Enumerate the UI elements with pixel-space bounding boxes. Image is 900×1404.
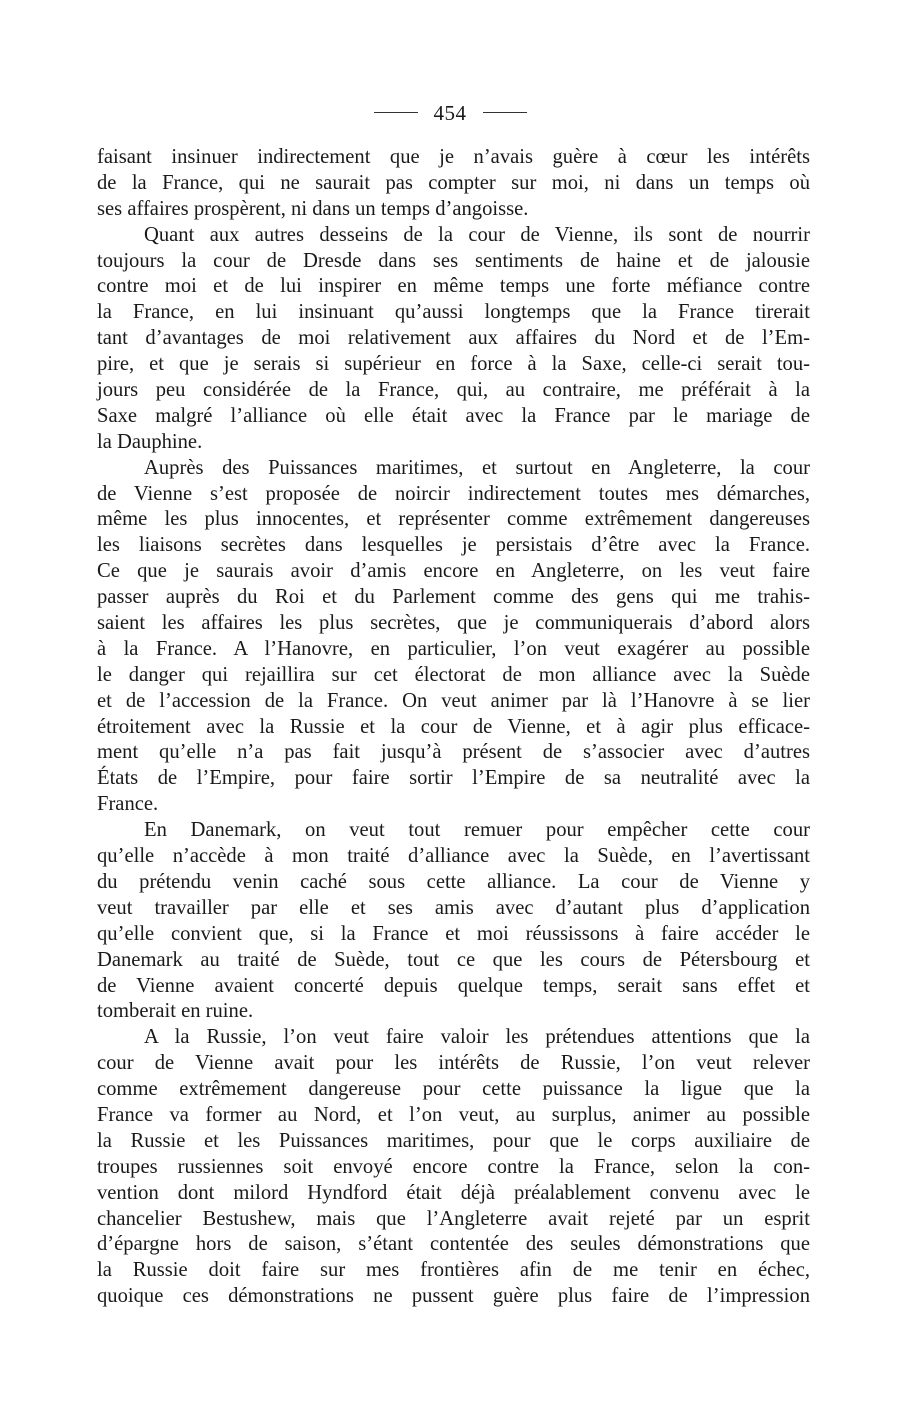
text-line: États de l’Empire, pour faire sortir l’Empire de sa neutralité avec la <box>97 767 810 790</box>
text-line: France. <box>97 793 159 816</box>
text-line: chancelier Bestushew, mais que l’Angleterre avait rejeté par un esprit <box>97 1207 810 1230</box>
text-line: contre moi et de lui inspirer en même temps une forte méfiance contre <box>97 275 810 298</box>
text-line: veut travailler par elle et ses amis avec d’autant plus d’application <box>97 896 810 919</box>
text-line: du prétendu venin caché sous cette alliance. La cour de Vienne y <box>97 870 810 893</box>
text-line: la France, en lui insinuant qu’aussi longtemps que la France tirerait <box>97 301 810 324</box>
text-line: passer auprès du Roi et du Parlement comme des gens qui me trahis- <box>97 586 810 609</box>
text-line: qu’elle n’accède à mon traité d’alliance avec la Suède, en l’avertissant <box>97 845 810 868</box>
text-line: et de l’accession de la France. On veut animer par là l’Hanovre à se lier <box>97 689 810 712</box>
text-line: les liaisons secrètes dans lesquelles je persistais d’être avec la France. <box>97 534 810 557</box>
text-line: En Danemark, on veut tout remuer pour empêcher cette cour <box>144 819 810 842</box>
text-line: cour de Vienne avait pour les intérêts de Russie, l’on veut relever <box>97 1052 810 1075</box>
body-text <box>97 145 810 1310</box>
header-dash-right <box>483 112 527 113</box>
text-line: qu’elle convient que, si la France et moi réussissons à faire accéder le <box>97 922 810 945</box>
text-line: étroitement avec la Russie et la cour de Vienne, et à agir plus efficace- <box>97 715 810 738</box>
text-line: troupes russiennes soit envoyé encore contre la France, selon la con- <box>97 1155 810 1178</box>
text-line: de la France, qui ne saurait pas compter sur moi, ni dans un temps où <box>97 171 810 194</box>
text-line: Auprès des Puissances maritimes, et surtout en Angleterre, la cour <box>144 456 810 479</box>
text-line: Ce que je saurais avoir d’amis encore en Angleterre, on les veut faire <box>97 560 810 583</box>
page-number: 454 <box>433 100 467 125</box>
text-line: la Russie et les Puissances maritimes, pour que le corps auxiliaire de <box>97 1129 810 1152</box>
text-line: saient les affaires les plus secrètes, que je communiquerais d’abord alors <box>97 612 810 635</box>
text-line: toujours la cour de Dresde dans ses sentiments de haine et de jalousie <box>97 249 810 272</box>
text-line: de Vienne avaient concerté depuis quelque temps, serait sans effet et <box>97 974 810 997</box>
text-line: d’épargne hors de saison, s’étant contentée des seules démonstrations que <box>97 1233 810 1256</box>
text-line: la Dauphine. <box>97 430 203 453</box>
text-line: le danger qui rejaillira sur cet électorat de mon alliance avec la Suède <box>97 663 810 686</box>
text-line: la Russie doit faire sur mes frontières afin de me tenir en échec, <box>97 1259 810 1282</box>
text-line: comme extrêmement dangereuse pour cette puissance la ligue que la <box>97 1078 810 1101</box>
text-line: Danemark au traité de Suède, tout ce que les cours de Pétersbourg et <box>97 948 810 971</box>
text-line: de Vienne s’est proposée de noircir indirectement toutes mes démarches, <box>97 482 810 505</box>
text-line: ses affaires prospèrent, ni dans un temps d’angoisse. <box>97 197 529 220</box>
text-line: jours peu considérée de la France, qui, au contraire, me préférait à la <box>97 379 810 402</box>
text-line: même les plus innocentes, et représenter comme extrêmement dangereuses <box>97 508 810 531</box>
text-line: tomberait en ruine. <box>97 1000 254 1023</box>
text-line: France va former au Nord, et l’on veut, au surplus, animer au possible <box>97 1103 810 1126</box>
text-line: à la France. A l’Hanovre, en particulier, l’on veut exagérer au possible <box>97 637 810 660</box>
text-line: ment qu’elle n’a pas fait jusqu’à présent de s’associer avec d’autres <box>97 741 810 764</box>
text-line: Saxe malgré l’alliance où elle était avec la France par le mariage de <box>97 404 810 427</box>
page-header <box>0 98 900 128</box>
text-line: pire, et que je serais si supérieur en force à la Saxe, celle-ci serait tou- <box>97 353 810 376</box>
text-line: vention dont milord Hyndford était déjà préalablement convenu avec le <box>97 1181 810 1204</box>
text-line: tant d’avantages de moi relativement aux affaires du Nord et de l’Em- <box>97 327 810 350</box>
text-line: faisant insinuer indirectement que je n’avais guère à cœur les intérêts <box>97 146 810 168</box>
text-line: Quant aux autres desseins de la cour de Vienne, ils sont de nourrir <box>144 223 810 246</box>
text-line: A la Russie, l’on veut faire valoir les prétendues attentions que la <box>144 1026 810 1049</box>
header-dash-left <box>374 112 418 113</box>
text-line: quoique ces démonstrations ne pussent guère plus faire de l’impression <box>97 1285 810 1308</box>
